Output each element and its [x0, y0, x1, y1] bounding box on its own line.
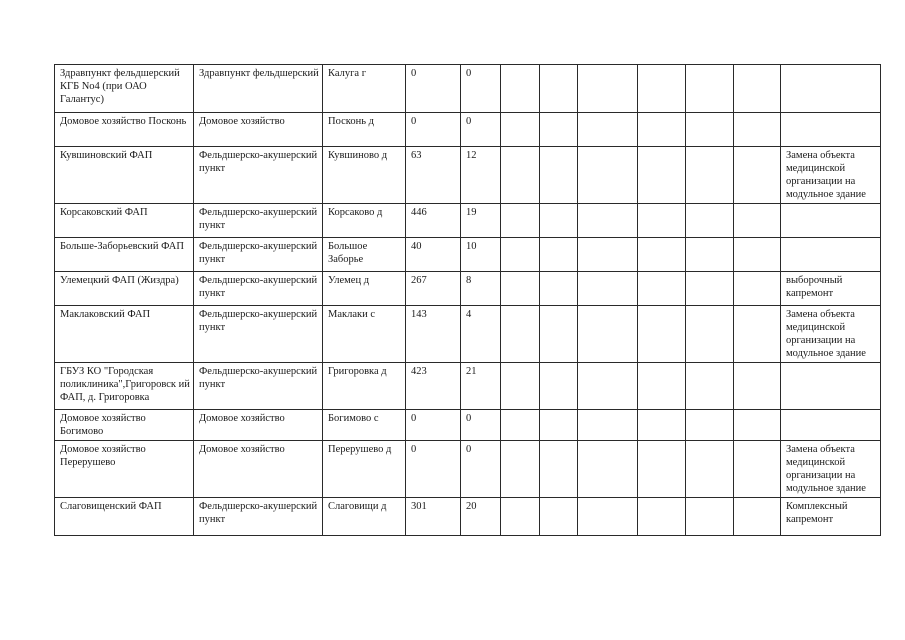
facility-name-cell: Маклаковский ФАП — [55, 306, 194, 363]
empty-cell — [578, 410, 638, 441]
value-1-cell: 0 — [406, 410, 461, 441]
facility-type-cell: Домовое хозяйство — [194, 441, 323, 498]
empty-cell — [686, 441, 734, 498]
value-2-cell: 19 — [461, 204, 501, 238]
empty-cell — [734, 498, 781, 536]
empty-cell — [686, 238, 734, 272]
note-cell: Комплексный капремонт — [781, 498, 881, 536]
empty-cell — [638, 204, 686, 238]
note-cell — [781, 113, 881, 147]
note-cell — [781, 204, 881, 238]
value-1-cell: 446 — [406, 204, 461, 238]
empty-cell — [578, 306, 638, 363]
empty-cell — [578, 238, 638, 272]
table-row — [55, 363, 881, 410]
table-row — [55, 306, 881, 363]
locality-cell: Посконь д — [323, 113, 406, 147]
value-1-cell: 63 — [406, 147, 461, 204]
empty-cell — [578, 498, 638, 536]
empty-cell — [501, 498, 540, 536]
table-body — [55, 65, 881, 536]
value-1-cell: 0 — [406, 441, 461, 498]
empty-cell — [686, 65, 734, 113]
note-cell — [781, 410, 881, 441]
table-row — [55, 272, 881, 306]
empty-cell — [501, 113, 540, 147]
empty-cell — [501, 306, 540, 363]
empty-cell — [540, 441, 578, 498]
empty-cell — [578, 113, 638, 147]
empty-cell — [540, 272, 578, 306]
value-1-cell: 301 — [406, 498, 461, 536]
locality-cell: Улемец д — [323, 272, 406, 306]
value-2-cell: 21 — [461, 363, 501, 410]
empty-cell — [501, 204, 540, 238]
empty-cell — [638, 306, 686, 363]
empty-cell — [540, 498, 578, 536]
table-row — [55, 113, 881, 147]
value-1-cell: 143 — [406, 306, 461, 363]
note-cell: выборочный капремонт — [781, 272, 881, 306]
empty-cell — [638, 272, 686, 306]
value-2-cell: 8 — [461, 272, 501, 306]
facility-type-cell: Фельдшерско-акушерский пункт — [194, 272, 323, 306]
facility-name-cell: Домовое хозяйство Богимово — [55, 410, 194, 441]
empty-cell — [686, 363, 734, 410]
facility-name-cell: Корсаковский ФАП — [55, 204, 194, 238]
empty-cell — [501, 363, 540, 410]
locality-cell: Корсаково д — [323, 204, 406, 238]
empty-cell — [686, 113, 734, 147]
empty-cell — [638, 65, 686, 113]
facility-type-cell: Домовое хозяйство — [194, 113, 323, 147]
locality-cell: Григоровка д — [323, 363, 406, 410]
facility-type-cell: Здравпункт фельдшерский — [194, 65, 323, 113]
note-cell: Замена объекта медицинской организации на модульное здание — [781, 441, 881, 498]
locality-cell: Богимово с — [323, 410, 406, 441]
empty-cell — [578, 441, 638, 498]
value-2-cell: 0 — [461, 113, 501, 147]
value-1-cell: 0 — [406, 65, 461, 113]
note-cell — [781, 363, 881, 410]
value-2-cell: 10 — [461, 238, 501, 272]
empty-cell — [540, 204, 578, 238]
empty-cell — [540, 113, 578, 147]
value-1-cell: 423 — [406, 363, 461, 410]
empty-cell — [734, 272, 781, 306]
empty-cell — [578, 65, 638, 113]
empty-cell — [540, 410, 578, 441]
facility-type-cell: Фельдшерско-акушерский пункт — [194, 306, 323, 363]
empty-cell — [501, 238, 540, 272]
empty-cell — [578, 204, 638, 238]
empty-cell — [540, 147, 578, 204]
facility-type-cell: Домовое хозяйство — [194, 410, 323, 441]
empty-cell — [501, 147, 540, 204]
locality-cell: Калуга г — [323, 65, 406, 113]
empty-cell — [638, 147, 686, 204]
table-row — [55, 65, 881, 113]
table-row — [55, 410, 881, 441]
value-2-cell: 12 — [461, 147, 501, 204]
empty-cell — [638, 113, 686, 147]
empty-cell — [578, 147, 638, 204]
empty-cell — [540, 238, 578, 272]
empty-cell — [734, 306, 781, 363]
table-row — [55, 441, 881, 498]
empty-cell — [501, 441, 540, 498]
facility-name-cell: Домовое хозяйство Перерушево — [55, 441, 194, 498]
locality-cell: Маклаки с — [323, 306, 406, 363]
table-row — [55, 498, 881, 536]
empty-cell — [638, 238, 686, 272]
empty-cell — [734, 147, 781, 204]
empty-cell — [501, 272, 540, 306]
table-row — [55, 147, 881, 204]
empty-cell — [686, 204, 734, 238]
facility-type-cell: Фельдшерско-акушерский пункт — [194, 498, 323, 536]
facility-name-cell: Здравпункт фельдшерский КГБ No4 (при ОАО Галантус) — [55, 65, 194, 113]
empty-cell — [734, 441, 781, 498]
facility-name-cell: Кувшиновский ФАП — [55, 147, 194, 204]
facility-name-cell: Слаговищенский ФАП — [55, 498, 194, 536]
value-2-cell: 20 — [461, 498, 501, 536]
table-row — [55, 204, 881, 238]
empty-cell — [578, 363, 638, 410]
note-cell: Замена объекта медицинской организации на модульное здание — [781, 147, 881, 204]
facility-type-cell: Фельдшерско-акушерский пункт — [194, 363, 323, 410]
value-2-cell: 4 — [461, 306, 501, 363]
note-cell: Замена объекта медицинской организации на модульное здание — [781, 306, 881, 363]
empty-cell — [686, 272, 734, 306]
empty-cell — [638, 363, 686, 410]
empty-cell — [501, 410, 540, 441]
locality-cell: Большое Заборье — [323, 238, 406, 272]
facility-type-cell: Фельдшерско-акушерский пункт — [194, 147, 323, 204]
empty-cell — [686, 306, 734, 363]
empty-cell — [734, 363, 781, 410]
empty-cell — [734, 238, 781, 272]
facility-type-cell: Фельдшерско-акушерский пункт — [194, 238, 323, 272]
value-2-cell: 0 — [461, 410, 501, 441]
empty-cell — [734, 65, 781, 113]
facility-name-cell: Домовое хозяйство Посконь — [55, 113, 194, 147]
empty-cell — [540, 306, 578, 363]
empty-cell — [686, 498, 734, 536]
table-row — [55, 238, 881, 272]
note-cell — [781, 65, 881, 113]
empty-cell — [501, 65, 540, 113]
locality-cell: Слаговищи д — [323, 498, 406, 536]
empty-cell — [734, 113, 781, 147]
note-cell — [781, 238, 881, 272]
value-2-cell: 0 — [461, 65, 501, 113]
facility-name-cell: Улемецкий ФАП (Жиздра) — [55, 272, 194, 306]
facility-type-cell: Фельдшерско-акушерский пункт — [194, 204, 323, 238]
value-1-cell: 40 — [406, 238, 461, 272]
empty-cell — [686, 410, 734, 441]
empty-cell — [686, 147, 734, 204]
facility-name-cell: ГБУЗ КО "Городская поликлиника",Григоровск ий ФАП, д. Григоровка — [55, 363, 194, 410]
locality-cell: Кувшиново д — [323, 147, 406, 204]
empty-cell — [540, 65, 578, 113]
empty-cell — [638, 441, 686, 498]
empty-cell — [578, 272, 638, 306]
value-2-cell: 0 — [461, 441, 501, 498]
empty-cell — [540, 363, 578, 410]
empty-cell — [734, 410, 781, 441]
empty-cell — [638, 410, 686, 441]
value-1-cell: 0 — [406, 113, 461, 147]
locality-cell: Перерушево д — [323, 441, 406, 498]
empty-cell — [734, 204, 781, 238]
value-1-cell: 267 — [406, 272, 461, 306]
facility-name-cell: Больше-Заборьевский ФАП — [55, 238, 194, 272]
facilities-table — [54, 64, 881, 536]
empty-cell — [638, 498, 686, 536]
